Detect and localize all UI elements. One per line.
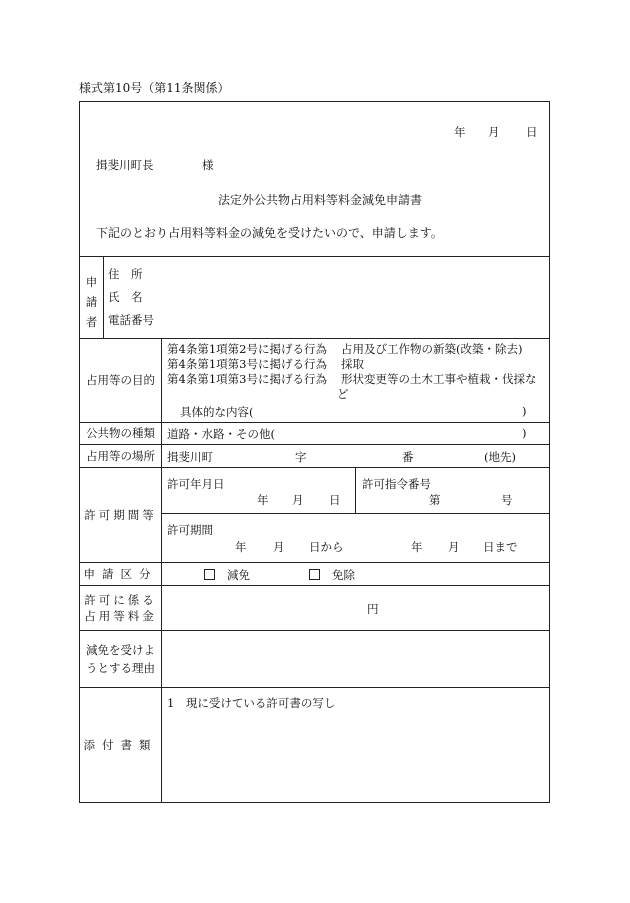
location-ban: 番 [402,450,414,464]
document-title: 法定外公共物占用料等料金減免申請書 [218,193,423,207]
purpose-detail-close: ) [522,404,527,418]
period-from-month: 月 [273,540,285,554]
form-number: 様式第10号（第11条関係） [79,81,230,95]
purpose-detail-label: 具体的な内容( [180,405,254,419]
purpose-rows: 第4条第1項第2号に掲げる行為 占用及び工作物の新築(改築・除去) 第4条第1項第3号に掲げる行為 採取 第4条第1項第3号に掲げる行為 形状変更等の土木工事や植栽・伐採な ど [167,342,537,401]
date-year: 年 [454,125,466,139]
phone-label: 電話番号 [108,313,154,327]
permit-date-year: 年 [257,493,269,507]
category-label: 申請区分 [83,566,158,581]
permit-date-label: 許可年月日 [167,477,225,491]
facility-type-label: 公共物の種類 [86,426,155,440]
permit-number-go: 号 [501,493,513,507]
checkbox-icon[interactable] [309,569,320,580]
reason-label: 減免を受けよ うとする理由 [86,642,155,675]
date-day: 日 [526,125,538,139]
checkbox-icon[interactable] [204,569,215,580]
date-month: 月 [488,125,500,139]
period-to-year: 年 [411,540,423,554]
fee-label: 許可に係る 占用等料金 [84,592,157,623]
purpose-label: 占用等の目的 [86,373,155,387]
facility-type-close: ) [522,426,527,440]
location-label: 占用等の場所 [86,448,155,463]
permit-number-label: 許可指令番号 [362,477,431,491]
period-from-day: 日から [309,540,344,554]
attachments-label: 添付書類 [83,738,158,752]
category-option-menjo[interactable]: 免除 [309,567,355,583]
permit-period-label: 許可期間等 [84,507,157,522]
location-aza: 字 [295,450,307,464]
facility-type-value: 道路・水路・その他( [167,427,275,441]
permit-date-day: 日 [329,493,341,507]
addressee-honorific: 様 [202,158,214,172]
period-from-year: 年 [235,540,247,554]
intro-text: 下記のとおり占用料等料金の減免を受けたいので、申請します。 [96,226,443,240]
location-chisaki: (地先) [484,450,516,464]
period-to-month: 月 [448,540,460,554]
applicant-label: 申 請 者 [85,275,98,329]
application-form [79,101,550,803]
addressee-name: 揖斐川町長 [96,158,154,172]
name-label: 氏 名 [108,290,143,304]
period-to-day: 日まで [483,540,518,554]
permit-number-dai: 第 [429,493,441,507]
address-label: 住 所 [108,267,143,281]
attachment-item: 1 現に受けている許可書の写し [167,696,336,710]
period-label: 許可期間 [167,523,213,537]
location-town: 揖斐川町 [167,450,213,464]
category-option-genmen[interactable]: 減免 [204,567,250,583]
permit-date-month: 月 [292,493,304,507]
fee-unit: 円 [367,602,379,616]
